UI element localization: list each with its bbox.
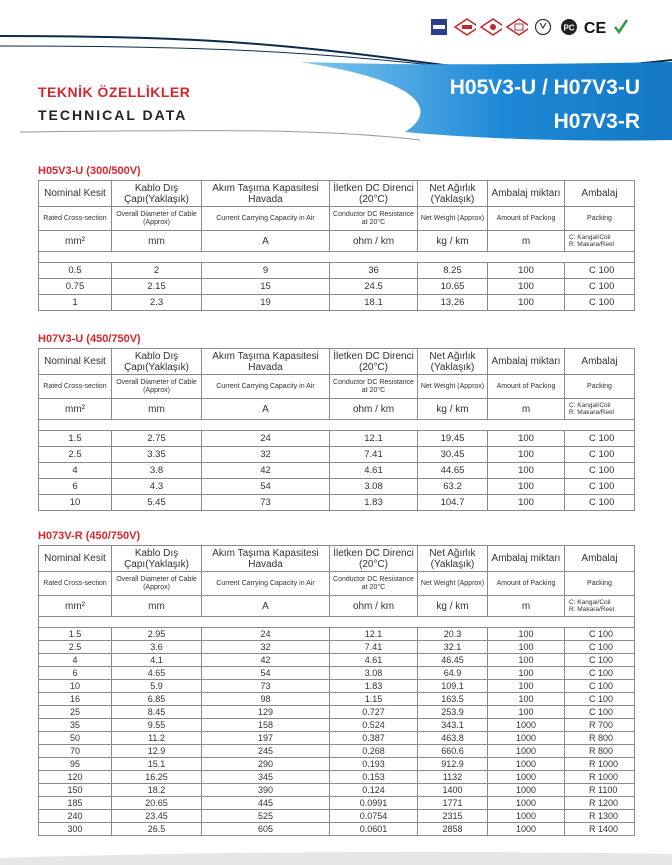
table-cell: C 100 bbox=[565, 431, 635, 447]
table-cell: 100 bbox=[488, 431, 565, 447]
column-header-tr: Ambalaj bbox=[565, 546, 635, 572]
table-row bbox=[39, 680, 635, 693]
table-cell: 100 bbox=[488, 667, 565, 680]
column-header-tr: Kablo Dış Çapı(Yaklaşık) bbox=[112, 546, 202, 572]
table-cell: 300 bbox=[39, 823, 112, 836]
table-cell: 5.45 bbox=[112, 495, 202, 511]
table-cell: 19 bbox=[202, 295, 330, 311]
table-cell: 0.0991 bbox=[330, 797, 418, 810]
spacer-cell bbox=[39, 420, 635, 431]
table-cell: 8.25 bbox=[418, 263, 488, 279]
header-row-turkish bbox=[39, 546, 635, 572]
table-cell: 6.85 bbox=[112, 693, 202, 706]
table-cell: C 100 bbox=[565, 263, 635, 279]
column-unit: C: Kangal/Coil R: Makara/Reel bbox=[565, 596, 635, 617]
table-cell: 1.15 bbox=[330, 693, 418, 706]
table-row bbox=[39, 745, 635, 758]
title-english: TECHNICAL DATA bbox=[38, 107, 188, 123]
table-cell: R 1400 bbox=[565, 823, 635, 836]
table-cell: 253.9 bbox=[418, 706, 488, 719]
column-unit: kg / km bbox=[418, 399, 488, 420]
column-header-en: Packing bbox=[565, 207, 635, 231]
column-header-en: Amount of Packing bbox=[488, 572, 565, 596]
table-cell: 0.75 bbox=[39, 279, 112, 295]
table-cell: 185 bbox=[39, 797, 112, 810]
header-row-turkish bbox=[39, 181, 635, 207]
section-title-h07v3u: H07V3-U (450/750V) bbox=[38, 333, 141, 345]
table-cell: 30.45 bbox=[418, 447, 488, 463]
table-cell: 0.268 bbox=[330, 745, 418, 758]
table-cell: 0.0601 bbox=[330, 823, 418, 836]
table-cell: R 1200 bbox=[565, 797, 635, 810]
table-cell: 18.2 bbox=[112, 784, 202, 797]
column-header-tr: Ambalaj miktarı bbox=[488, 349, 565, 375]
table-cell: 18.1 bbox=[330, 295, 418, 311]
table-cell: 1000 bbox=[488, 771, 565, 784]
table-cell: C 100 bbox=[565, 628, 635, 641]
table-cell: 2.5 bbox=[39, 447, 112, 463]
spec-table-h05v3u bbox=[38, 180, 635, 311]
column-unit: mm² bbox=[39, 399, 112, 420]
table-cell: 245 bbox=[202, 745, 330, 758]
table-cell: C 100 bbox=[565, 279, 635, 295]
table-cell: 3.08 bbox=[330, 667, 418, 680]
table-cell: 44.65 bbox=[418, 463, 488, 479]
table-cell: 2.5 bbox=[39, 641, 112, 654]
table-cell: 100 bbox=[488, 479, 565, 495]
column-header-tr: İletken DC Direnci (20°C) bbox=[330, 181, 418, 207]
table-cell: 463.8 bbox=[418, 732, 488, 745]
table-row bbox=[39, 667, 635, 680]
footer-band bbox=[0, 848, 672, 865]
table-cell: 20.3 bbox=[418, 628, 488, 641]
tse-diamond-icon bbox=[454, 18, 476, 36]
table-cell: 100 bbox=[488, 279, 565, 295]
column-unit: ohm / km bbox=[330, 399, 418, 420]
table-cell: 54 bbox=[202, 667, 330, 680]
table-row bbox=[39, 758, 635, 771]
column-header-en: Current Carrying Capacity in Air bbox=[202, 207, 330, 231]
column-unit: kg / km bbox=[418, 231, 488, 252]
table-cell: 100 bbox=[488, 680, 565, 693]
table-cell: C 100 bbox=[565, 654, 635, 667]
table-cell: C 100 bbox=[565, 680, 635, 693]
header-row-turkish bbox=[39, 349, 635, 375]
table-cell: 0.727 bbox=[330, 706, 418, 719]
column-header-en: Net Weight (Approx) bbox=[418, 375, 488, 399]
column-header-tr: Ambalaj miktarı bbox=[488, 546, 565, 572]
table-spacer bbox=[39, 252, 635, 263]
table-cell: C 100 bbox=[565, 295, 635, 311]
table-cell: 197 bbox=[202, 732, 330, 745]
column-unit: A bbox=[202, 231, 330, 252]
table-row bbox=[39, 771, 635, 784]
column-header-en: Net Weight (Approx) bbox=[418, 207, 488, 231]
table-cell: 50 bbox=[39, 732, 112, 745]
model-title-line1: H05V3-U / H07V3-U bbox=[449, 76, 640, 99]
table-cell: 343.1 bbox=[418, 719, 488, 732]
column-header-en: Overall Diameter of Cable (Approx) bbox=[112, 375, 202, 399]
column-unit: mm² bbox=[39, 231, 112, 252]
table-cell: 3.35 bbox=[112, 447, 202, 463]
table-cell: 3.8 bbox=[112, 463, 202, 479]
table-cell: 2.95 bbox=[112, 628, 202, 641]
table-cell: C 100 bbox=[565, 667, 635, 680]
table-cell: 129 bbox=[202, 706, 330, 719]
table-cell: 95 bbox=[39, 758, 112, 771]
table-cell: 100 bbox=[488, 641, 565, 654]
table-cell: 1132 bbox=[418, 771, 488, 784]
table-cell: 445 bbox=[202, 797, 330, 810]
table-row bbox=[39, 479, 635, 495]
table-row bbox=[39, 693, 635, 706]
table-cell: 104.7 bbox=[418, 495, 488, 511]
column-header-tr: Nominal Kesit bbox=[39, 349, 112, 375]
table-cell: 0.387 bbox=[330, 732, 418, 745]
table-cell: 290 bbox=[202, 758, 330, 771]
table-cell: 1.5 bbox=[39, 431, 112, 447]
table-row bbox=[39, 784, 635, 797]
table-cell: C 100 bbox=[565, 706, 635, 719]
table-cell: 150 bbox=[39, 784, 112, 797]
table-cell: 73 bbox=[202, 495, 330, 511]
column-unit: mm bbox=[112, 399, 202, 420]
table-cell: 605 bbox=[202, 823, 330, 836]
table-cell: 7.41 bbox=[330, 447, 418, 463]
svg-text:CE: CE bbox=[584, 20, 606, 36]
table-cell: 4.61 bbox=[330, 463, 418, 479]
table-cell: 7.41 bbox=[330, 641, 418, 654]
table-cell: 23.45 bbox=[112, 810, 202, 823]
table-cell: 912.9 bbox=[418, 758, 488, 771]
table-cell: C 100 bbox=[565, 447, 635, 463]
table-cell: 1000 bbox=[488, 784, 565, 797]
column-header-en: Current Carrying Capacity in Air bbox=[202, 375, 330, 399]
table-cell: 158 bbox=[202, 719, 330, 732]
table-cell: 10 bbox=[39, 680, 112, 693]
column-header-en: Rated Cross-section bbox=[39, 207, 112, 231]
column-header-en: Packing bbox=[565, 572, 635, 596]
column-unit: m bbox=[488, 231, 565, 252]
table-cell: 32.1 bbox=[418, 641, 488, 654]
table-row bbox=[39, 810, 635, 823]
table-cell: 35 bbox=[39, 719, 112, 732]
column-header-tr: Ambalaj bbox=[565, 181, 635, 207]
table-cell: 32 bbox=[202, 447, 330, 463]
table-cell: 1 bbox=[39, 295, 112, 311]
table-row bbox=[39, 463, 635, 479]
table-cell: 2 bbox=[112, 263, 202, 279]
table-cell: 2315 bbox=[418, 810, 488, 823]
table-cell: 100 bbox=[488, 463, 565, 479]
table-cell: 1000 bbox=[488, 732, 565, 745]
table-cell: 2.75 bbox=[112, 431, 202, 447]
table-cell: 24 bbox=[202, 628, 330, 641]
column-header-tr: Akım Taşıma Kapasitesi Havada bbox=[202, 181, 330, 207]
table-cell: 0.5 bbox=[39, 263, 112, 279]
column-header-tr: Kablo Dış Çapı(Yaklaşık) bbox=[112, 349, 202, 375]
table-row bbox=[39, 797, 635, 810]
header-row-units bbox=[39, 399, 635, 420]
table-cell: 1000 bbox=[488, 719, 565, 732]
table-cell: 12.1 bbox=[330, 628, 418, 641]
table-cell: 4.61 bbox=[330, 654, 418, 667]
table-cell: 240 bbox=[39, 810, 112, 823]
pc-circle-icon bbox=[558, 18, 580, 36]
table-cell: 16.25 bbox=[112, 771, 202, 784]
table-cell: 64.9 bbox=[418, 667, 488, 680]
table-row bbox=[39, 279, 635, 295]
table-cell: C 100 bbox=[565, 693, 635, 706]
column-unit: mm² bbox=[39, 596, 112, 617]
table-cell: 63.2 bbox=[418, 479, 488, 495]
column-header-en: Net Weight (Approx) bbox=[418, 572, 488, 596]
model-title-line2: H07V3-R bbox=[553, 110, 640, 133]
certification-icons bbox=[428, 18, 632, 36]
column-unit: mm bbox=[112, 596, 202, 617]
table-cell: 26.5 bbox=[112, 823, 202, 836]
table-cell: 4 bbox=[39, 654, 112, 667]
column-unit: C: Kangal/Coil R: Makara/Reel bbox=[565, 399, 635, 420]
table-cell: 390 bbox=[202, 784, 330, 797]
table-cell: 3.6 bbox=[112, 641, 202, 654]
spec-table-h07v3u bbox=[38, 348, 635, 511]
table-cell: 0.124 bbox=[330, 784, 418, 797]
header-row-english bbox=[39, 375, 635, 399]
table-cell: 4 bbox=[39, 463, 112, 479]
column-unit: mm bbox=[112, 231, 202, 252]
table-cell: 100 bbox=[488, 263, 565, 279]
spacer-cell bbox=[39, 617, 635, 628]
table-spacer bbox=[39, 617, 635, 628]
table-cell: 100 bbox=[488, 447, 565, 463]
table-cell: 100 bbox=[488, 495, 565, 511]
header-row-units bbox=[39, 596, 635, 617]
table-cell: 100 bbox=[488, 706, 565, 719]
table-cell: 20.65 bbox=[112, 797, 202, 810]
table-cell: 1000 bbox=[488, 797, 565, 810]
table-cell: 11.2 bbox=[112, 732, 202, 745]
table-cell: 1000 bbox=[488, 758, 565, 771]
table-cell: 54 bbox=[202, 479, 330, 495]
column-unit: A bbox=[202, 399, 330, 420]
table-row bbox=[39, 495, 635, 511]
header-row-english bbox=[39, 572, 635, 596]
column-header-en: Rated Cross-section bbox=[39, 375, 112, 399]
column-header-en: Packing bbox=[565, 375, 635, 399]
table-cell: 15 bbox=[202, 279, 330, 295]
table-cell: R 1100 bbox=[565, 784, 635, 797]
table-cell: 1000 bbox=[488, 745, 565, 758]
column-unit: A bbox=[202, 596, 330, 617]
table-cell: 2.3 bbox=[112, 295, 202, 311]
table-cell: 163.5 bbox=[418, 693, 488, 706]
table-cell: 13.26 bbox=[418, 295, 488, 311]
column-header-en: Rated Cross-section bbox=[39, 572, 112, 596]
section-title-h073vr: H073V-R (450/750V) bbox=[38, 530, 141, 542]
column-header-tr: Kablo Dış Çapı(Yaklaşık) bbox=[112, 181, 202, 207]
ce-mark-icon bbox=[584, 18, 606, 36]
table-cell: 5.9 bbox=[112, 680, 202, 693]
table-cell: 6 bbox=[39, 667, 112, 680]
table-row bbox=[39, 706, 635, 719]
table-row bbox=[39, 719, 635, 732]
table-cell: 1000 bbox=[488, 810, 565, 823]
table-cell: 2858 bbox=[418, 823, 488, 836]
table-cell: 19.45 bbox=[418, 431, 488, 447]
table-cell: 16 bbox=[39, 693, 112, 706]
column-header-tr: Akım Taşıma Kapasitesi Havada bbox=[202, 349, 330, 375]
table-row bbox=[39, 263, 635, 279]
column-header-tr: Ambalaj miktarı bbox=[488, 181, 565, 207]
table-cell: 46.45 bbox=[418, 654, 488, 667]
table-row bbox=[39, 431, 635, 447]
column-header-tr: Nominal Kesit bbox=[39, 546, 112, 572]
table-cell: 10 bbox=[39, 495, 112, 511]
table-row bbox=[39, 447, 635, 463]
table-cell: 24 bbox=[202, 431, 330, 447]
spacer-cell bbox=[39, 252, 635, 263]
table-cell: 32 bbox=[202, 641, 330, 654]
table-row bbox=[39, 823, 635, 836]
table-cell: 9.55 bbox=[112, 719, 202, 732]
header-row-english bbox=[39, 207, 635, 231]
column-header-tr: İletken DC Direnci (20°C) bbox=[330, 546, 418, 572]
table-cell: 24.5 bbox=[330, 279, 418, 295]
column-header-tr: Ambalaj bbox=[565, 349, 635, 375]
table-cell: 42 bbox=[202, 463, 330, 479]
table-cell: 4.65 bbox=[112, 667, 202, 680]
spec-table-h073vr bbox=[38, 545, 635, 836]
table-row bbox=[39, 732, 635, 745]
table-row bbox=[39, 641, 635, 654]
table-cell: 1.83 bbox=[330, 680, 418, 693]
column-header-en: Conductor DC Resistance at 20°C bbox=[330, 572, 418, 596]
column-unit: m bbox=[488, 596, 565, 617]
table-cell: 25 bbox=[39, 706, 112, 719]
table-cell: 4.1 bbox=[112, 654, 202, 667]
table-cell: R 700 bbox=[565, 719, 635, 732]
table-cell: 6 bbox=[39, 479, 112, 495]
column-header-en: Amount of Packing bbox=[488, 375, 565, 399]
table-cell: 100 bbox=[488, 295, 565, 311]
table-cell: 1771 bbox=[418, 797, 488, 810]
table-cell: C 100 bbox=[565, 463, 635, 479]
title-turkish: TEKNİK ÖZELLİKLER bbox=[38, 84, 191, 100]
table-cell: 42 bbox=[202, 654, 330, 667]
column-header-en: Conductor DC Resistance at 20°C bbox=[330, 375, 418, 399]
table-row bbox=[39, 628, 635, 641]
certification-diamond-icon bbox=[480, 18, 502, 36]
table-cell: 100 bbox=[488, 693, 565, 706]
table-cell: 73 bbox=[202, 680, 330, 693]
table-cell: 1400 bbox=[418, 784, 488, 797]
table-cell: 3.08 bbox=[330, 479, 418, 495]
column-header-en: Amount of Packing bbox=[488, 207, 565, 231]
table-cell: 345 bbox=[202, 771, 330, 784]
column-header-en: Overall Diameter of Cable (Approx) bbox=[112, 572, 202, 596]
table-cell: 2.15 bbox=[112, 279, 202, 295]
table-cell: 36 bbox=[330, 263, 418, 279]
table-cell: 525 bbox=[202, 810, 330, 823]
cert-badge-icon bbox=[428, 18, 450, 36]
table-cell: R 1300 bbox=[565, 810, 635, 823]
table-cell: 10.65 bbox=[418, 279, 488, 295]
column-header-tr: Net Ağırlık (Yaklaşık) bbox=[418, 546, 488, 572]
table-cell: C 100 bbox=[565, 479, 635, 495]
column-header-tr: Nominal Kesit bbox=[39, 181, 112, 207]
column-header-en: Conductor DC Resistance at 20°C bbox=[330, 207, 418, 231]
table-cell: 15.1 bbox=[112, 758, 202, 771]
table-cell: 0.0754 bbox=[330, 810, 418, 823]
table-cell: C 100 bbox=[565, 641, 635, 654]
table-cell: 1.5 bbox=[39, 628, 112, 641]
column-header-tr: Net Ağırlık (Yaklaşık) bbox=[418, 349, 488, 375]
table-cell: 0.153 bbox=[330, 771, 418, 784]
table-cell: 1000 bbox=[488, 823, 565, 836]
column-unit: kg / km bbox=[418, 596, 488, 617]
column-header-tr: Akım Taşıma Kapasitesi Havada bbox=[202, 546, 330, 572]
table-cell: 12.9 bbox=[112, 745, 202, 758]
column-header-tr: İletken DC Direnci (20°C) bbox=[330, 349, 418, 375]
table-cell: 12.1 bbox=[330, 431, 418, 447]
table-cell: 0.524 bbox=[330, 719, 418, 732]
table-cell: 70 bbox=[39, 745, 112, 758]
table-row bbox=[39, 295, 635, 311]
page-header bbox=[0, 0, 672, 150]
rohs-check-icon bbox=[610, 18, 632, 36]
table-cell: 100 bbox=[488, 654, 565, 667]
table-cell: 660.6 bbox=[418, 745, 488, 758]
column-header-tr: Net Ağırlık (Yaklaşık) bbox=[418, 181, 488, 207]
table-spacer bbox=[39, 420, 635, 431]
header-row-units bbox=[39, 231, 635, 252]
table-cell: 1.83 bbox=[330, 495, 418, 511]
voltage-symbol-icon bbox=[532, 18, 554, 36]
certification-diamond-icon bbox=[506, 18, 528, 36]
column-unit: C: Kangal/Coil R: Makara/Reel bbox=[565, 231, 635, 252]
table-cell: 98 bbox=[202, 693, 330, 706]
table-cell: 0.193 bbox=[330, 758, 418, 771]
table-cell: R 800 bbox=[565, 745, 635, 758]
table-cell: R 1000 bbox=[565, 771, 635, 784]
table-cell: 4.3 bbox=[112, 479, 202, 495]
column-unit: ohm / km bbox=[330, 596, 418, 617]
column-unit: ohm / km bbox=[330, 231, 418, 252]
table-cell: 120 bbox=[39, 771, 112, 784]
table-cell: R 1000 bbox=[565, 758, 635, 771]
table-cell: R 800 bbox=[565, 732, 635, 745]
table-cell: 9 bbox=[202, 263, 330, 279]
table-row bbox=[39, 654, 635, 667]
column-header-en: Current Carrying Capacity in Air bbox=[202, 572, 330, 596]
table-cell: 100 bbox=[488, 628, 565, 641]
table-cell: 109.1 bbox=[418, 680, 488, 693]
table-cell: 8.45 bbox=[112, 706, 202, 719]
table-cell: C 100 bbox=[565, 495, 635, 511]
column-unit: m bbox=[488, 399, 565, 420]
section-title-h05v3u: H05V3-U (300/500V) bbox=[38, 165, 141, 177]
column-header-en: Overall Diameter of Cable (Approx) bbox=[112, 207, 202, 231]
svg-text:PC: PC bbox=[563, 23, 575, 33]
